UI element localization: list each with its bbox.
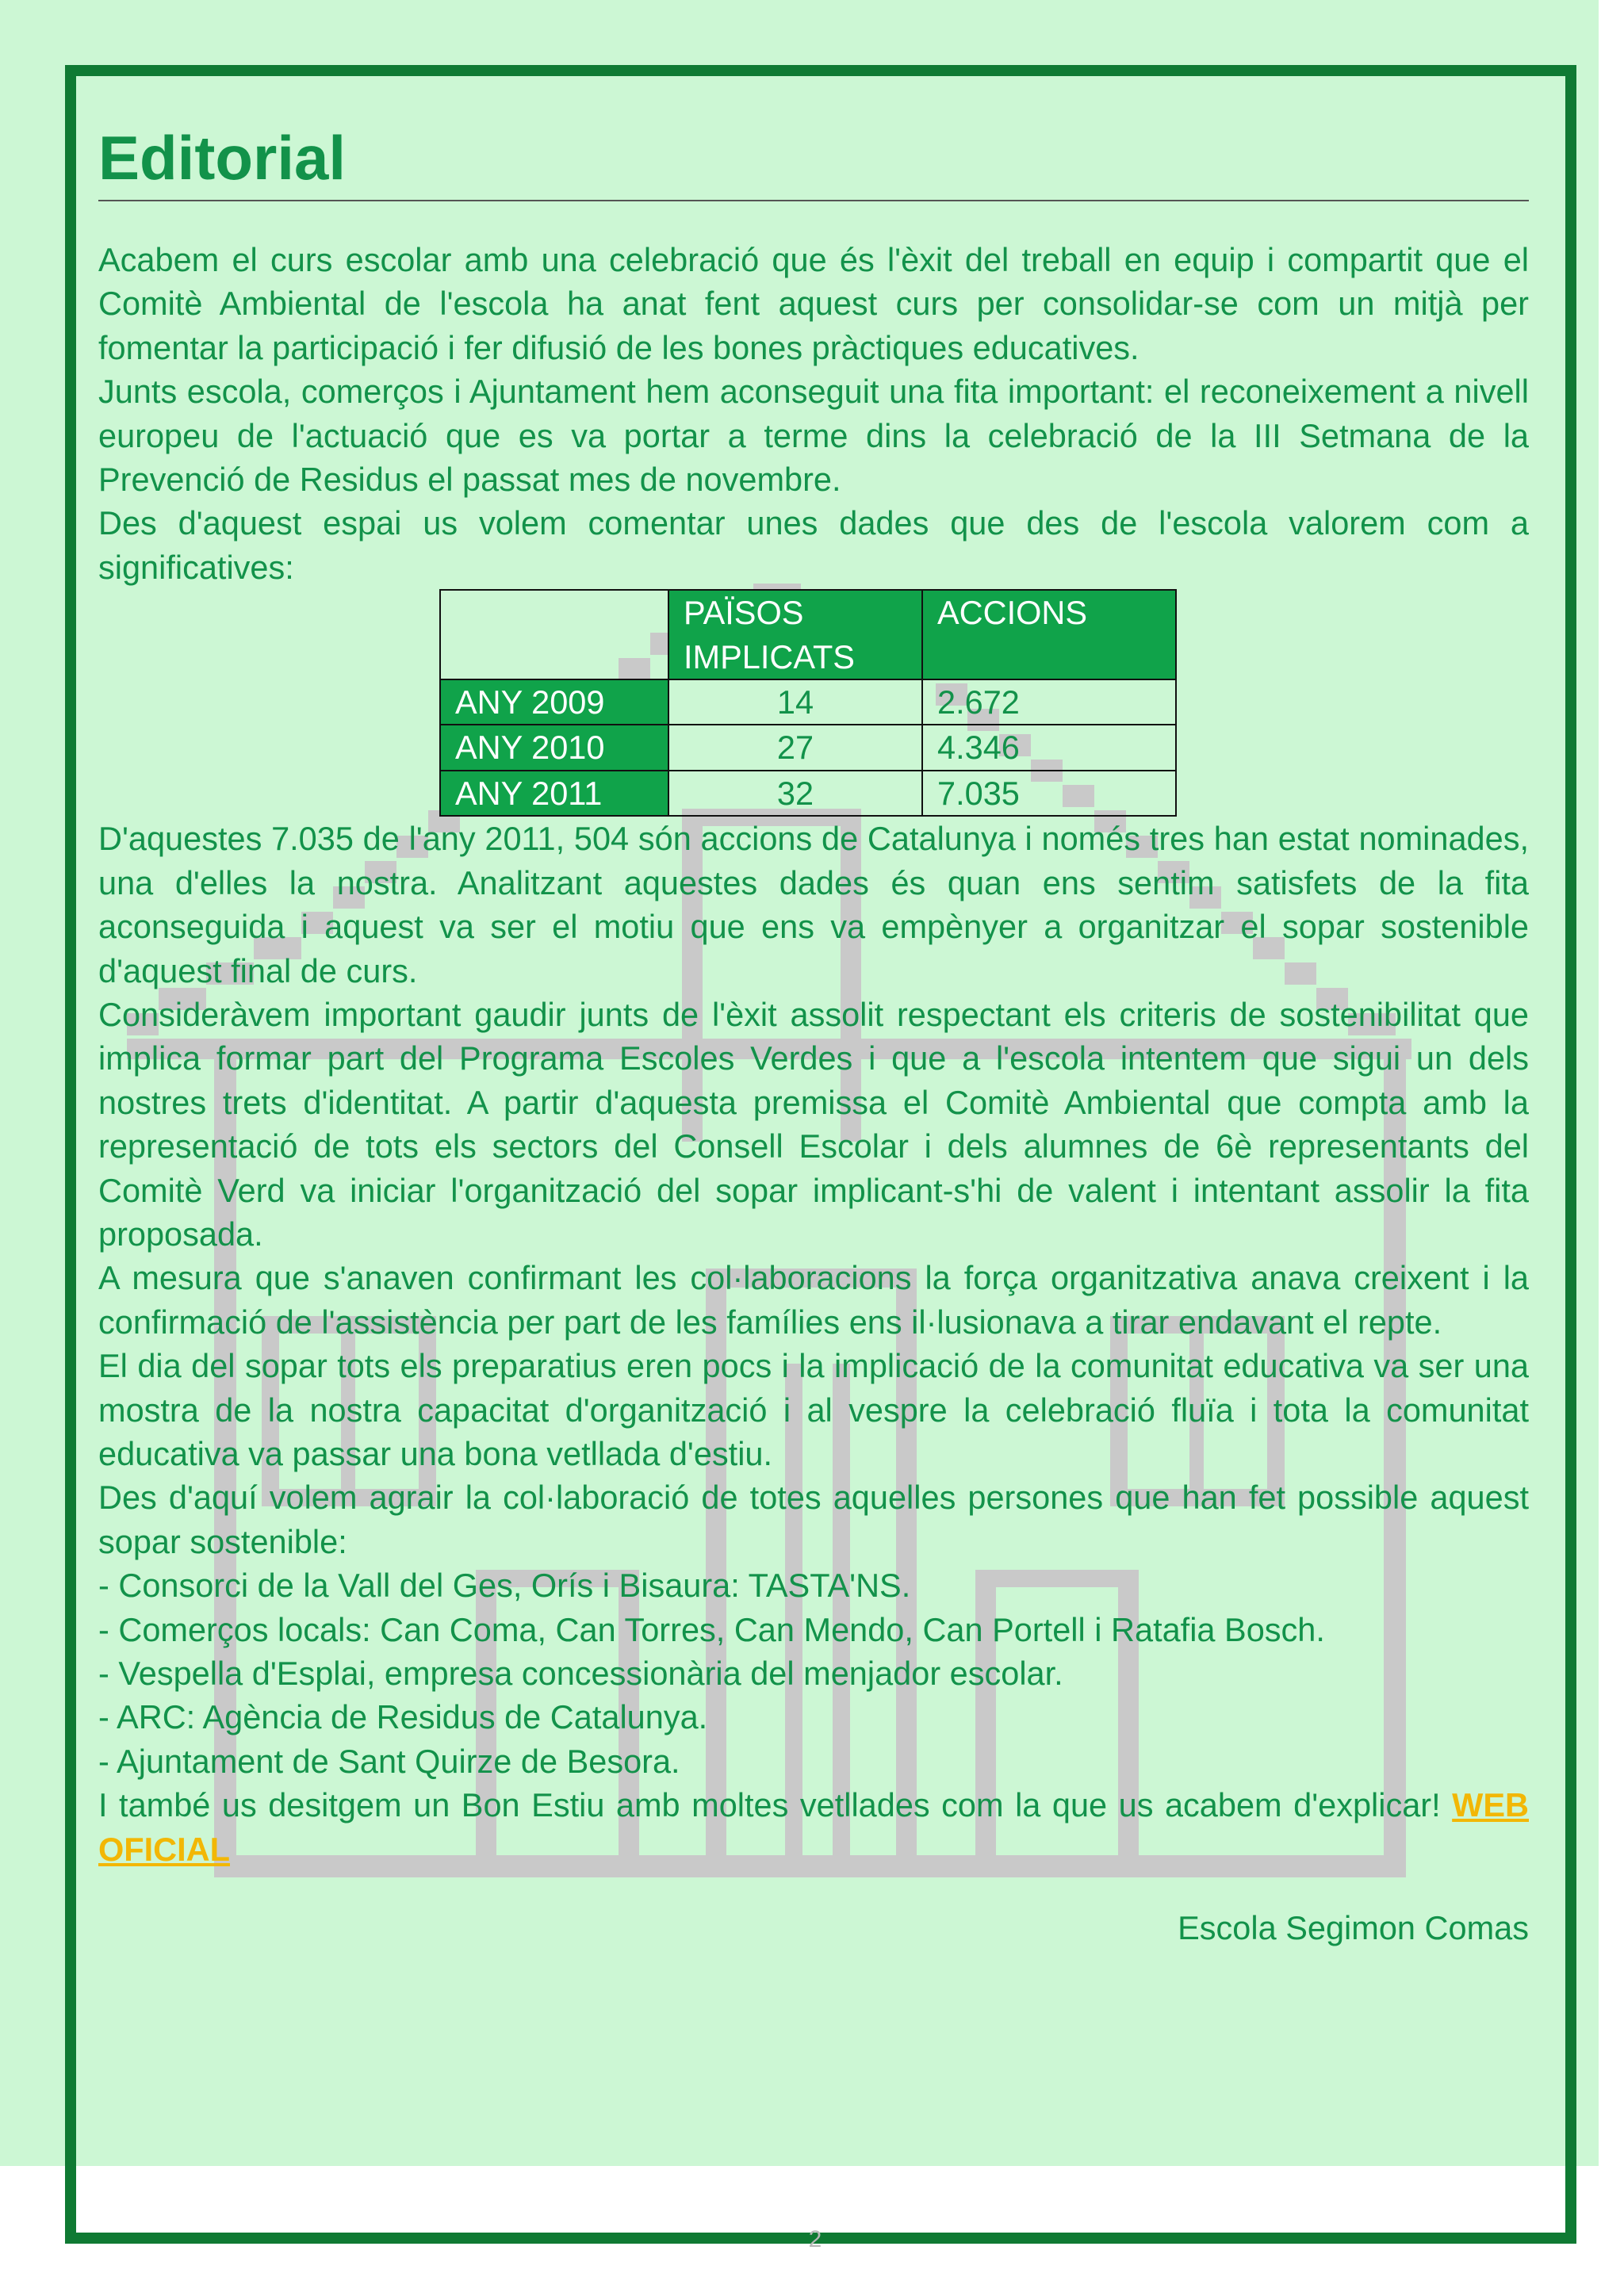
table-cell-actions: 7.035 bbox=[922, 771, 1176, 816]
table-header-row bbox=[440, 590, 1176, 679]
closing-text: I també us desitgem un Bon Estiu amb moltes vetllades com la que us acabem d'explicar! bbox=[98, 1786, 1453, 1824]
data-table bbox=[439, 589, 1177, 817]
table-row bbox=[440, 771, 1176, 816]
article-body bbox=[98, 238, 1529, 1871]
table-row bbox=[440, 679, 1176, 725]
table-cell-actions: 2.672 bbox=[922, 679, 1176, 725]
table-header-actions: ACCIONS bbox=[922, 590, 1176, 679]
page-title: Editorial bbox=[98, 123, 347, 193]
table-row bbox=[440, 725, 1176, 770]
paragraph: Junts escola, comerços i Ajuntament hem aconseguit una fita important: el reconeixement a nivell europeu de l'actuació que es va portar a terme dins la celebració de la III Setmana de la Prevenció de Residus el passat mes de novembre. bbox=[98, 373, 1529, 499]
table-cell-countries: 14 bbox=[668, 679, 922, 725]
closing-paragraph bbox=[98, 1783, 1529, 1871]
thanks-item: - ARC: Agència de Residus de Catalunya. bbox=[98, 1698, 708, 1736]
table-cell-countries: 32 bbox=[668, 771, 922, 816]
signature: Escola Segimon Comas bbox=[1178, 1909, 1529, 1947]
editorial-article bbox=[98, 123, 1529, 1947]
table-cell-actions: 4.346 bbox=[922, 725, 1176, 770]
thanks-item: - Vespella d'Esplai, empresa concessionària del menjador escolar. bbox=[98, 1655, 1063, 1692]
thanks-item: - Comerços locals: Can Coma, Can Torres, Can Mendo, Can Portell i Ratafia Bosch. bbox=[98, 1610, 1325, 1648]
paragraph: A mesura que s'anaven confirmant les col·laboracions la força organitzativa anava creixent i la confirmació de l'assistència per part de les famílies ens il·lusionava a tirar endavant el repte. bbox=[98, 1259, 1529, 1341]
paragraph: Des d'aquest espai us volem comentar unes dades que des de l'escola valorem com a significatives: bbox=[98, 504, 1529, 586]
table-cell-year: ANY 2010 bbox=[440, 725, 668, 770]
thanks-item: - Ajuntament de Sant Quirze de Besora. bbox=[98, 1742, 680, 1780]
paragraph: El dia del sopar tots els preparatius eren pocs i la implicació de la comunitat educativa va ser una mostra de la nostra capacitat d'organització i al vespre la celebració fluïa i tota la comunitat educativa va passar una bona vetllada d'estiu. bbox=[98, 1347, 1529, 1472]
table-cell-year: ANY 2011 bbox=[440, 771, 668, 816]
paragraph: Consideràvem important gaudir junts de l'èxit assolit respectant els criteris de sostenibilitat que implica formar part del Programa Escoles Verdes i que a l'escola intentem que sigui un dels nostres trets d'identitat. A partir d'aquesta premissa el Comitè Ambiental que compta amb la representació de tots els sectors del Consell Escolar i dels alumnes de 6è representants del Comitè Verd va iniciar l'organització del sopar implicant-s'hi de valent i intentant assolir la fita proposada. bbox=[98, 995, 1529, 1253]
table-cell-countries: 27 bbox=[668, 725, 922, 770]
table-corner-cell bbox=[440, 590, 668, 679]
paragraph: D'aquestes 7.035 de l'any 2011, 504 són accions de Catalunya i només tres han estat nominades, una d'elles la nostra. Analitzant aquestes dades és quan ens sentim satisfets de la fita aconseguida i aquest va ser el motiu que ens va empènyer a organitzar el sopar sostenible d'aquest final de curs. bbox=[98, 820, 1529, 989]
thanks-item: - Consorci de la Vall del Ges, Orís i Bisaura: TASTA'NS. bbox=[98, 1567, 911, 1605]
title-rule bbox=[98, 200, 1529, 201]
table-header-countries: PAÏSOS IMPLICATS bbox=[668, 590, 922, 679]
paragraph: Acabem el curs escolar amb una celebració que és l'èxit del treball en equip i compartit que el Comitè Ambiental de l'escola ha anat fent aquest curs per consolidar-se com un mitjà per fomentar la participació i fer difusió de les bones pràctiques educatives. bbox=[98, 241, 1529, 366]
table-cell-year: ANY 2009 bbox=[440, 679, 668, 725]
paragraph: Des d'aquí volem agrair la col·laboració de totes aquelles persones que han fet possible aquest sopar sostenible: bbox=[98, 1479, 1529, 1560]
page-number: 2 bbox=[808, 2226, 822, 2252]
web-oficial-link[interactable]: WEB OFICIAL bbox=[98, 1786, 1529, 1868]
